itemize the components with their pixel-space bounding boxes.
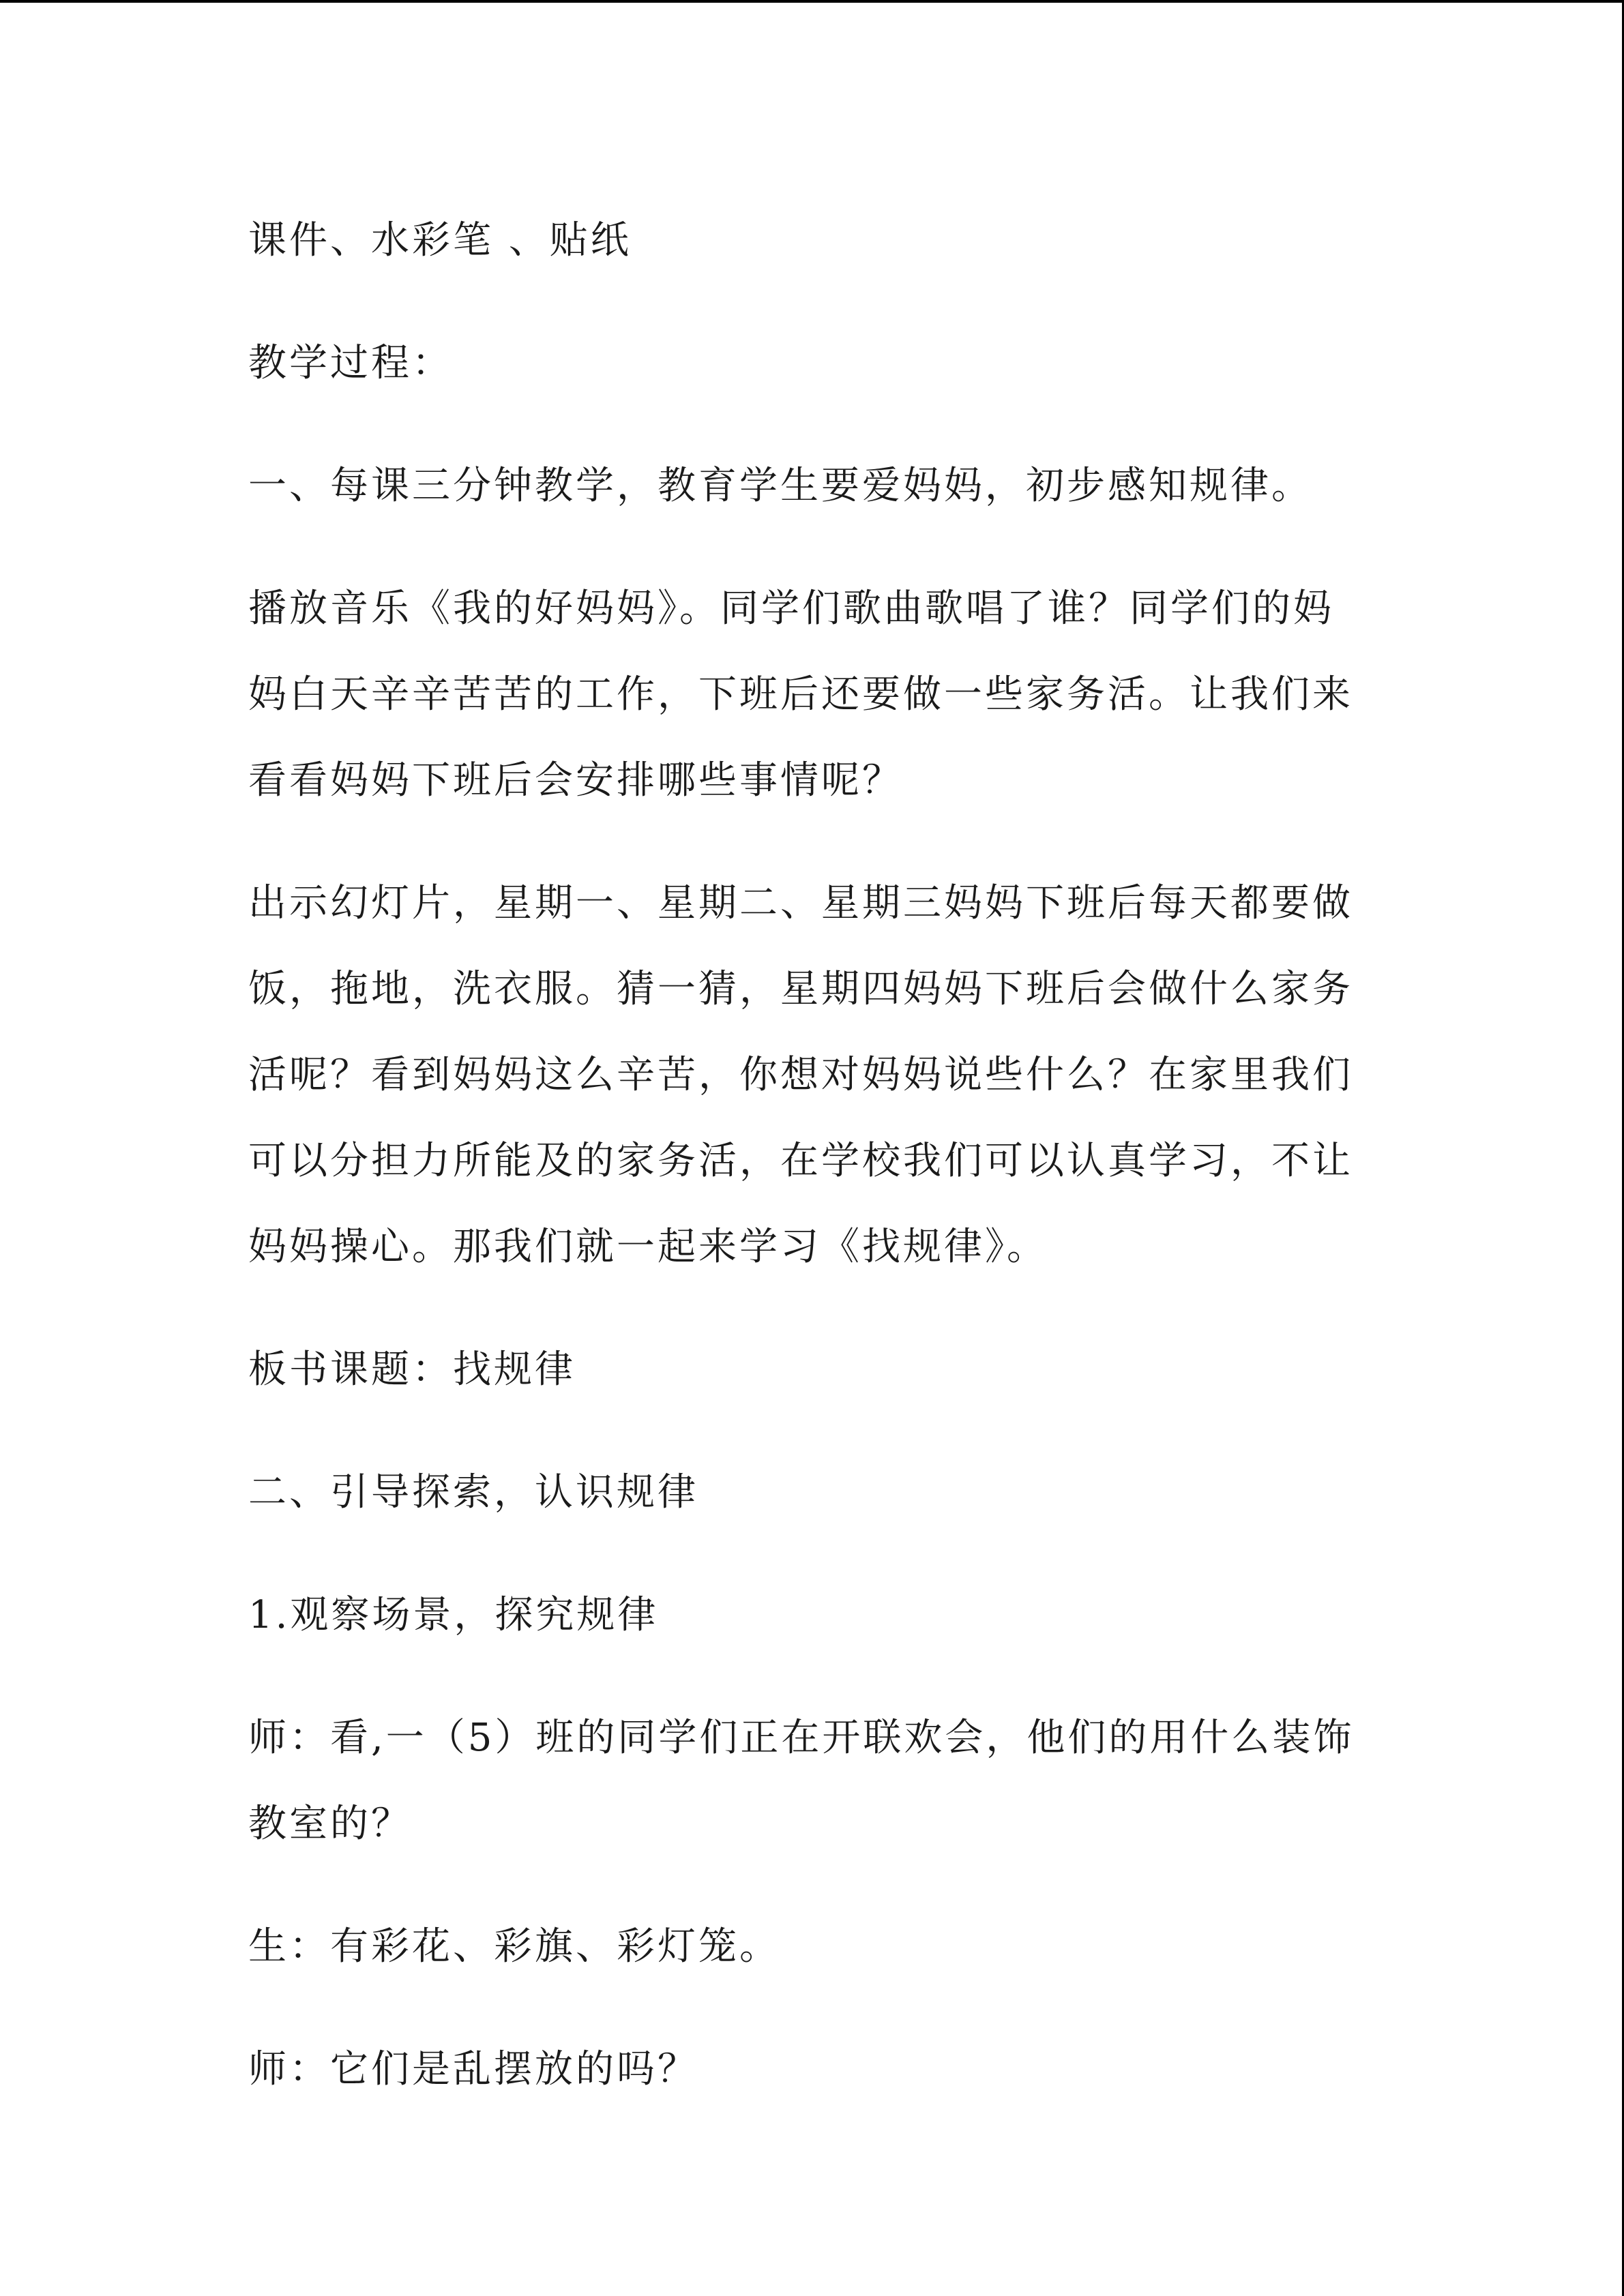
paragraph-process-heading bbox=[248, 320, 1353, 406]
paragraph-materials bbox=[248, 198, 1353, 284]
paragraph-teacher-followup bbox=[248, 2027, 1353, 2113]
text-line: 板书课题：找规律 bbox=[248, 1347, 576, 1392]
text-line: 出示幻灯片，星期一、星期二、星期三妈妈下班后每天都要做 bbox=[248, 881, 1353, 925]
text-line: 课件、水彩笔 、贴纸 bbox=[248, 218, 632, 263]
text-line: 教学过程： bbox=[248, 341, 453, 385]
text-line: 师：它们是乱摆放的吗？ bbox=[248, 2047, 698, 2091]
text-line: 二、引导探索，认识规律 bbox=[248, 1470, 698, 1515]
text-line: 可以分担力所能及的家务活，在学校我们可以认真学习，不让 bbox=[248, 1139, 1353, 1183]
text-line: 饭，拖地，洗衣服。猜一猜，星期四妈妈下班后会做什么家务 bbox=[248, 967, 1353, 1011]
text-line: 一、每课三分钟教学，教育学生要爱妈妈，初步感知规律。 bbox=[248, 464, 1312, 508]
text-line: 教室的？ bbox=[248, 1802, 412, 1846]
paragraph-music-intro bbox=[248, 566, 1353, 824]
text-line: 妈妈操心。那我们就一起来学习《找规律》。 bbox=[248, 1225, 1048, 1269]
text-line: 1.观察场景，探究规律 bbox=[248, 1593, 659, 1637]
text-line: 活呢？看到妈妈这么辛苦，你想对妈妈说些什么？在家里我们 bbox=[248, 1053, 1353, 1097]
paragraph-student-answer bbox=[248, 1904, 1353, 1990]
text-line: 妈白天辛辛苦苦的工作，下班后还要做一些家务活。让我们来 bbox=[248, 672, 1353, 717]
document-body bbox=[248, 198, 1353, 2149]
paragraph-section-one-heading bbox=[248, 443, 1353, 529]
top-border bbox=[0, 0, 1624, 3]
text-line: 看看妈妈下班后会安排哪些事情呢？ bbox=[248, 758, 903, 803]
paragraph-section-two-heading bbox=[248, 1450, 1353, 1536]
text-line: 生：有彩花、彩旗、彩灯笼。 bbox=[248, 1924, 780, 1969]
text-line: 师：看,一（5）班的同学们正在开联欢会，他们的用什么装饰 bbox=[248, 1716, 1355, 1760]
paragraph-teacher-question bbox=[248, 1695, 1353, 1867]
text-line: 播放音乐《我的好妈妈》。同学们歌曲歌唱了谁？同学们的妈 bbox=[248, 586, 1334, 631]
paragraph-slideshow bbox=[248, 861, 1353, 1290]
paragraph-board-title bbox=[248, 1327, 1353, 1413]
paragraph-step-one-heading bbox=[248, 1572, 1353, 1658]
